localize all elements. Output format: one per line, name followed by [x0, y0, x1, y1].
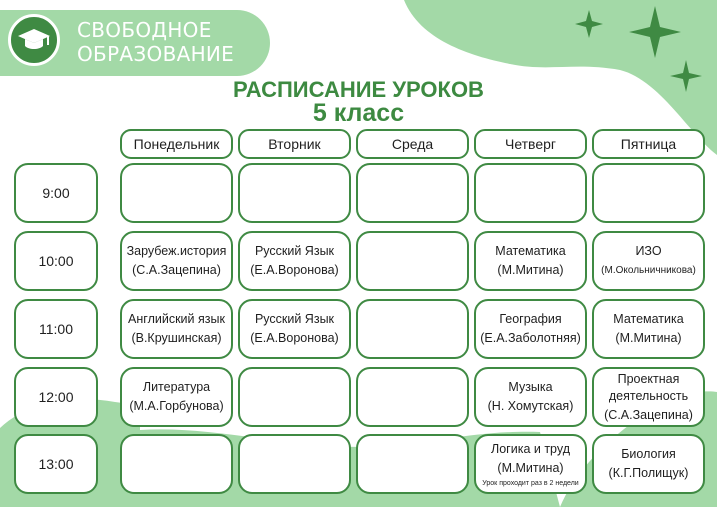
lesson-cell	[120, 434, 233, 494]
logo	[8, 14, 60, 66]
time-slot	[14, 367, 98, 427]
lesson-note: Урок проходит раз в 2 недели	[482, 479, 579, 487]
lesson-subject: Русский Язык	[254, 312, 335, 326]
lesson-subject: Математика	[495, 244, 566, 258]
lesson-teacher: (С.А.Зацепина)	[604, 407, 693, 422]
lesson-subject: Проектная деятельность	[608, 371, 689, 403]
lesson-cell	[474, 231, 587, 291]
lesson-subject: Музыка	[508, 380, 553, 394]
lesson-teacher: (Е.А.Воронова)	[250, 331, 339, 345]
graduation-cap-icon	[17, 27, 51, 53]
lesson-cell	[592, 434, 705, 494]
lesson-cell	[474, 299, 587, 359]
page-subtitle: 5 класс	[312, 99, 405, 127]
lesson-cell	[238, 367, 351, 427]
lesson-cell	[120, 231, 233, 291]
day-header	[356, 129, 469, 159]
brand-name	[77, 18, 234, 66]
day-label: Четверг	[504, 136, 557, 152]
day-label: Среда	[391, 136, 434, 152]
lesson-cell	[238, 163, 351, 223]
lesson-cell	[238, 434, 351, 494]
day-header	[474, 129, 587, 159]
time-label: 9:00	[42, 185, 70, 201]
lesson-cell	[592, 163, 705, 223]
lesson-teacher: (Е.А.Воронова)	[250, 263, 339, 277]
lesson-teacher: (Н. Хомутская)	[487, 399, 574, 413]
lesson-cell	[120, 367, 233, 427]
lesson-subject: География	[499, 312, 562, 326]
lesson-cell	[474, 367, 587, 427]
time-label: 12:00	[38, 389, 74, 405]
lesson-teacher: (М.Митина)	[497, 460, 564, 475]
day-label: Вторник	[268, 136, 321, 152]
day-header	[592, 129, 705, 159]
lesson-cell	[356, 163, 469, 223]
time-label: 13:00	[38, 456, 74, 472]
lesson-subject: ИЗО	[635, 244, 662, 258]
brand-line-2: ОБРАЗОВАНИЕ	[77, 42, 235, 66]
page-title: РАСПИСАНИЕ УРОКОВ	[233, 77, 484, 102]
lesson-cell	[592, 367, 705, 427]
brand-line-1: СВОБОДНОЕ	[77, 18, 212, 42]
time-slot	[14, 299, 98, 359]
lesson-teacher: (М.Окольничникова)	[601, 265, 696, 276]
lesson-cell	[238, 231, 351, 291]
lesson-subject: Английский язык	[128, 312, 225, 326]
lesson-teacher: (Е.А.Заболотняя)	[480, 331, 581, 345]
lesson-cell	[120, 163, 233, 223]
lesson-cell	[356, 434, 469, 494]
time-slot	[14, 434, 98, 494]
lesson-teacher: (М.Митина)	[497, 263, 564, 277]
lesson-subject: Математика	[613, 312, 684, 326]
lesson-subject: Литература	[142, 380, 211, 394]
lesson-subject: Биология	[621, 447, 676, 461]
time-slot	[14, 231, 98, 291]
lesson-cell	[474, 163, 587, 223]
lesson-subject: Логика и труд	[491, 441, 570, 456]
day-label: Пятница	[620, 136, 677, 152]
time-label: 10:00	[38, 253, 74, 269]
lesson-cell	[356, 231, 469, 291]
lesson-teacher: (К.Г.Полищук)	[608, 466, 689, 480]
lesson-cell	[120, 299, 233, 359]
lesson-cell	[356, 367, 469, 427]
lesson-subject: Зарубеж.история	[126, 244, 227, 258]
day-header	[120, 129, 233, 159]
lesson-cell	[474, 434, 587, 494]
day-header	[238, 129, 351, 159]
time-label: 11:00	[39, 321, 73, 337]
lesson-cell	[592, 299, 705, 359]
lesson-cell	[356, 299, 469, 359]
lesson-subject: Русский Язык	[254, 244, 335, 258]
lesson-cell	[592, 231, 705, 291]
time-slot	[14, 163, 98, 223]
day-label: Понедельник	[133, 136, 220, 152]
lesson-teacher: (М.Митина)	[615, 331, 682, 345]
lesson-cell	[238, 299, 351, 359]
lesson-teacher: (С.А.Зацепина)	[132, 263, 221, 277]
lesson-teacher: (М.А.Горбунова)	[129, 399, 224, 413]
lesson-teacher: (В.Крушинская)	[131, 331, 222, 345]
